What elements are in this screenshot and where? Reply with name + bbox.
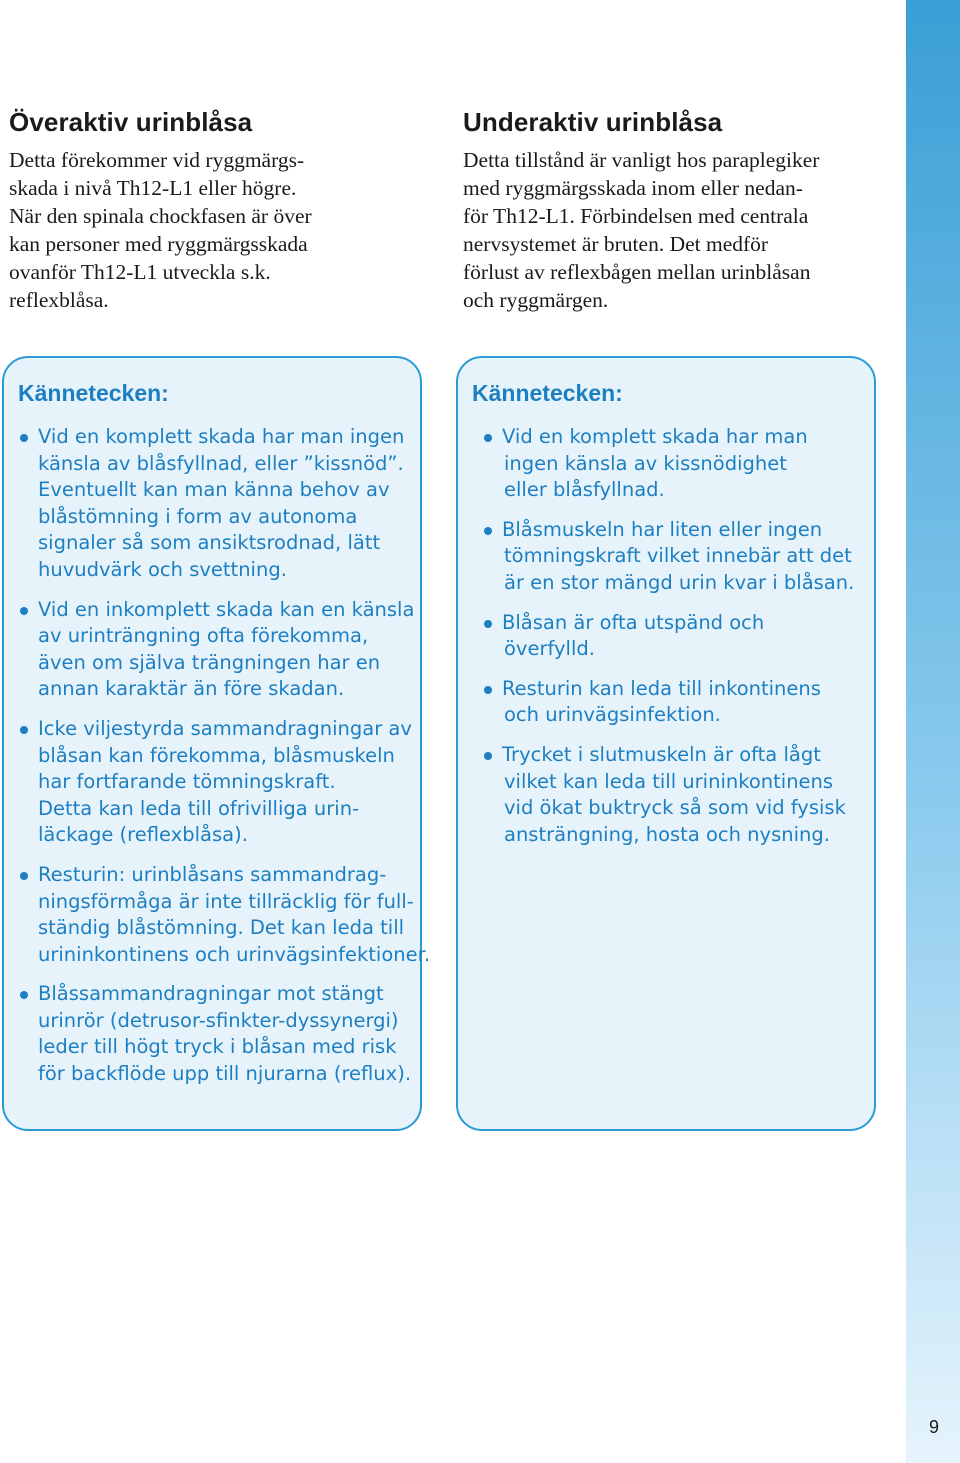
- intro-line: ovanför Th12-L1 utveckla s.k.: [9, 260, 271, 284]
- intro-line: Detta förekommer vid ryggmärgs-: [9, 148, 305, 172]
- list-item-line: har fortfarande tömningskraft.: [38, 770, 336, 794]
- list-item: [458, 676, 854, 729]
- list-item-line: Eventuellt kan man känna behov av: [38, 478, 390, 502]
- bullet-icon: [20, 726, 28, 734]
- list-item-line: ningsförmåga är inte tillräcklig för full-: [38, 889, 414, 913]
- list-item-line: huvudvärk och svettning.: [38, 557, 287, 581]
- section-underactive-bladder: [463, 107, 893, 314]
- list-item: [4, 981, 430, 1087]
- list-item-line: blåstömning i form av autonoma: [38, 504, 358, 528]
- list-item-line: Resturin kan leda till inkontinens: [502, 676, 821, 700]
- decorative-side-band: [906, 0, 960, 1463]
- list-item-line: urininkontinens och urinvägsinfektioner.: [38, 942, 431, 966]
- list-item-line: urinrör (detrusor-sfinkter-dyssynergi): [38, 1008, 399, 1032]
- page-number: 9: [928, 1417, 939, 1437]
- section-intro: [9, 146, 409, 314]
- bullet-icon: [20, 872, 28, 880]
- list-item-line: ansträngning, hosta och nysning.: [504, 822, 830, 846]
- list-item-line: Icke viljestyrda sammandragningar av: [38, 716, 412, 740]
- intro-line: reflexblåsa.: [9, 288, 109, 312]
- list-item-line: av urinträngning ofta förekomma,: [38, 624, 369, 648]
- section-title: Överaktiv urinblåsa: [9, 107, 253, 137]
- intro-line: Detta tillstånd är vanligt hos paraplegiker: [463, 148, 820, 172]
- list-item: [458, 742, 854, 848]
- intro-line: skada i nivå Th12-L1 eller högre.: [9, 176, 297, 200]
- intro-line: förlust av reflexbågen mellan urinblåsan: [463, 260, 811, 284]
- bullet-icon: [20, 991, 28, 999]
- list-item: [458, 424, 854, 504]
- list-item-line: Blåssammandragningar mot stängt: [38, 982, 384, 1006]
- list-item: [4, 716, 430, 849]
- section-intro: [463, 146, 893, 314]
- list-item-line: Resturin: urinblåsans sammandrag-: [38, 862, 387, 886]
- list-item: [4, 597, 430, 703]
- list-item-line: Vid en komplett skada har man ingen: [38, 425, 405, 448]
- bullet-icon: [484, 686, 492, 694]
- bullet-icon: [484, 527, 492, 535]
- list-item-line: vid ökat buktryck så som vid fysisk: [504, 796, 846, 820]
- bullet-icon: [484, 752, 492, 760]
- symptoms-card-overactive: [2, 356, 431, 1131]
- intro-line: När den spinala chockfasen är över: [9, 204, 312, 228]
- list-item-line: känsla av blåsfyllnad, eller ”kissnöd”.: [38, 451, 404, 475]
- list-item-line: Blåsmuskeln har liten eller ingen: [502, 517, 823, 541]
- symptoms-list: [458, 424, 854, 861]
- section-overactive-bladder: [9, 107, 409, 314]
- list-item-line: blåsan kan förekomma, blåsmuskeln: [38, 743, 395, 767]
- intro-line: med ryggmärgsskada inom eller nedan-: [463, 176, 803, 200]
- list-item-line: och urinvägsinfektion.: [504, 703, 721, 727]
- intro-line: för Th12-L1. Förbindelsen med centrala: [463, 204, 809, 228]
- list-item-line: annan karaktär än före skadan.: [38, 677, 345, 701]
- list-item: [4, 424, 430, 584]
- card-heading: Kännetecken:: [472, 380, 623, 406]
- list-item-line: signaler så som ansiktsrodnad, lätt: [38, 531, 381, 555]
- list-item-line: ingen känsla av kissnödighet: [504, 451, 787, 475]
- list-item-line: överfylld.: [504, 637, 595, 661]
- bullet-icon: [484, 620, 492, 628]
- list-item: [458, 610, 854, 663]
- list-item-line: eller blåsfyllnad.: [504, 478, 665, 502]
- list-item-line: läckage (reflexblåsa).: [38, 823, 248, 847]
- list-item: [4, 862, 430, 968]
- list-item-line: Detta kan leda till ofrivilliga urin-: [38, 796, 360, 820]
- list-item-line: leder till högt tryck i blåsan med risk: [38, 1035, 397, 1059]
- section-title: Underaktiv urinblåsa: [463, 107, 723, 137]
- list-item-line: Trycket i slutmuskeln är ofta lågt: [502, 742, 821, 766]
- list-item-line: även om själva trängningen har en: [38, 650, 381, 674]
- list-item-line: ständig blåstömning. Det kan leda till: [38, 916, 405, 940]
- intro-line: och ryggmärgen.: [463, 288, 609, 312]
- intro-line: nervsystemet är bruten. Det medför: [463, 232, 769, 256]
- list-item-line: Blåsan är ofta utspänd och: [502, 610, 765, 634]
- bullet-icon: [484, 434, 492, 442]
- intro-line: kan personer med ryggmärgsskada: [9, 232, 308, 256]
- bullet-icon: [20, 434, 28, 442]
- list-item-line: för backflöde upp till njurarna (reflux).: [38, 1062, 412, 1086]
- symptoms-list: [4, 424, 430, 1101]
- card-heading: Kännetecken:: [18, 380, 169, 406]
- list-item-line: vilket kan leda till urininkontinens: [504, 769, 834, 793]
- bullet-icon: [20, 607, 28, 615]
- list-item: [458, 517, 854, 597]
- list-item-line: Vid en inkomplett skada kan en känsla: [38, 597, 415, 621]
- symptoms-card-underactive: [456, 356, 876, 1131]
- list-item-line: Vid en komplett skada har man: [502, 425, 808, 448]
- list-item-line: tömningskraft vilket innebär att det: [504, 544, 852, 568]
- list-item-line: är en stor mängd urin kvar i blåsan.: [504, 570, 855, 594]
